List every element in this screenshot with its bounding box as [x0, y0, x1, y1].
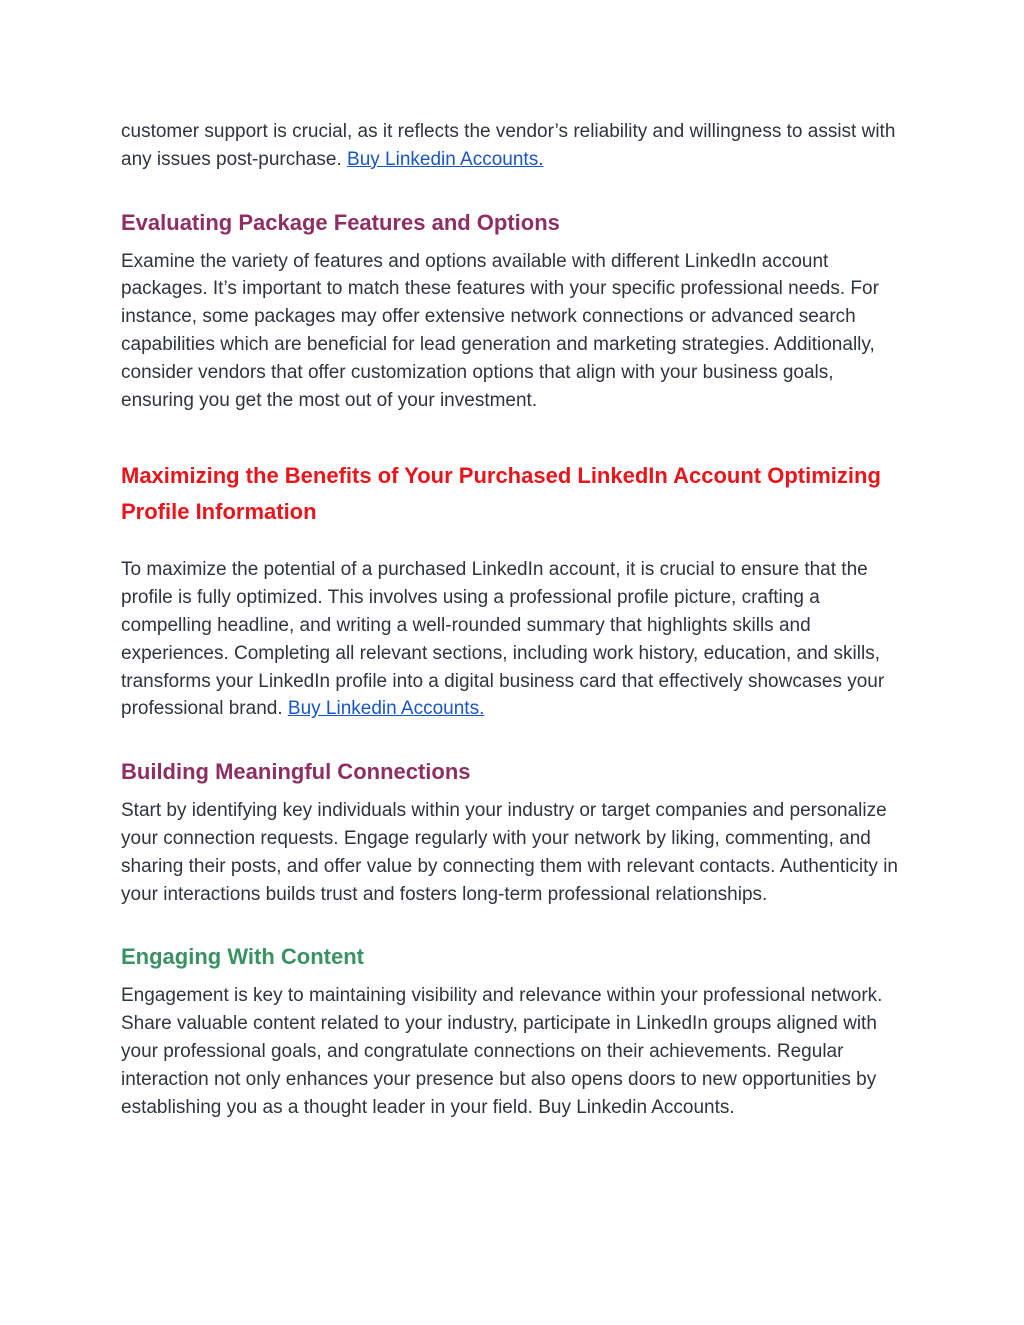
- maximizing-text: To maximize the potential of a purchased LinkedIn account, it is crucial to ensure that the profile is fully optimized. This involves using a professional profile picture, crafting a compelling headline, and writing a well-rounded summary that highlights skills and experiences. Completing all relevant sections, including work history, education, and skills, transforms your LinkedIn profile into a digital business card that effectively showcases your professional brand.: [121, 559, 885, 720]
- paragraph-maximizing: [121, 556, 911, 723]
- heading-engaging: Engaging With Content: [121, 944, 364, 970]
- document-page: [121, 118, 911, 1121]
- heading-building: Building Meaningful Connections: [121, 759, 471, 785]
- buy-linkedin-link-1[interactable]: Buy Linkedin Accounts.: [347, 148, 544, 170]
- paragraph-evaluating: Examine the variety of features and options available with different LinkedIn account packages. It’s important to match these features with your specific professional needs. For instance, some packages may offer extensive network connections or advanced search capabilities which are beneficial for lead generation and marketing strategies. Additionally, consider vendors that offer customization options that align with your business goals, ensuring you get the most out of your investment.: [121, 250, 879, 411]
- paragraph-building: Start by identifying key individuals within your industry or target companies and personalize your connection requests. Engage regularly with your network by liking, commenting, and sharing their posts, and offer value by connecting them with relevant contacts. Authenticity in your interactions builds trust and fosters long-term professional relationships.: [121, 800, 898, 905]
- heading-maximizing: Maximizing the Benefits of Your Purchased LinkedIn Account Optimizing Profile Information: [121, 463, 881, 525]
- paragraph-engaging: Engagement is key to maintaining visibility and relevance within your professional network. Share valuable content related to your industry, participate in LinkedIn groups aligned with your professional goals, and congratulate connections on their achievements. Regular interaction not only enhances your presence but also opens doors to new opportunities by establishing you as a thought leader in your field. Buy Linkedin Accounts.: [121, 985, 883, 1118]
- buy-linkedin-link-2[interactable]: Buy Linkedin Accounts.: [287, 698, 485, 720]
- heading-evaluating: Evaluating Package Features and Options: [121, 209, 560, 235]
- intro-text: customer support is crucial, as it reflects the vendor’s reliability and willingness to assist with any issues post-purchase.: [121, 121, 896, 170]
- intro-paragraph: [121, 118, 911, 174]
